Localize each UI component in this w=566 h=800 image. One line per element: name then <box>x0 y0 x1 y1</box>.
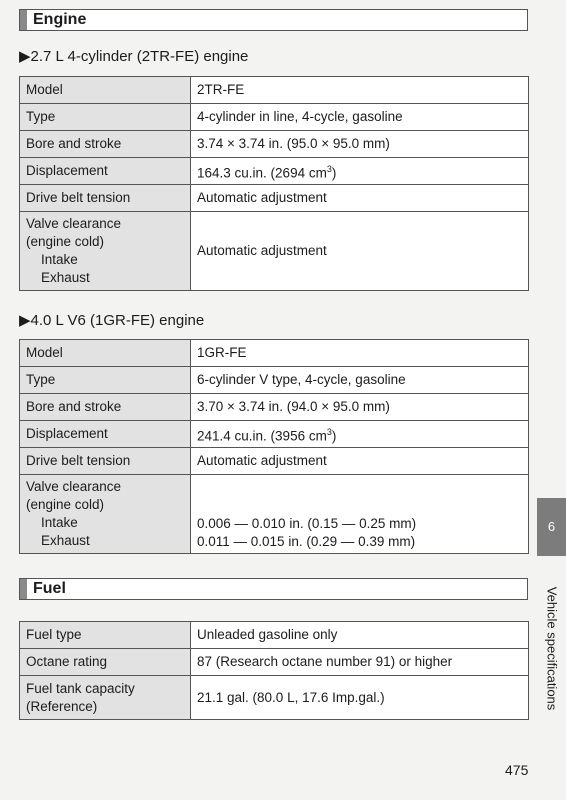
superscript: 3 <box>326 163 332 174</box>
row-value: 3.74 × 3.74 in. (95.0 × 95.0 mm) <box>191 131 529 158</box>
table-row <box>20 340 529 367</box>
exhaust-label: Exhaust <box>41 270 90 285</box>
row-label: Octane rating <box>20 649 191 676</box>
row-value: Automatic adjustment <box>191 185 529 212</box>
row-label: Type <box>20 104 191 131</box>
row-value: 2TR-FE <box>191 77 529 104</box>
fuel-tank-label <box>20 676 191 720</box>
row-label: Bore and stroke <box>20 394 191 421</box>
label-line: (Reference) <box>26 698 98 714</box>
valve-clearance-values <box>191 475 529 554</box>
row-label: Displacement <box>20 158 191 185</box>
row-label: Drive belt tension <box>20 185 191 212</box>
displacement-text: 241.4 cu.in. (3956 cm <box>197 428 327 444</box>
displacement-tail: ) <box>331 165 337 181</box>
row-value: Automatic adjustment <box>191 448 529 475</box>
valve-clearance-label <box>20 475 191 554</box>
row-label: Type <box>20 367 191 394</box>
row-label: Displacement <box>20 421 191 448</box>
row-value: 87 (Research octane number 91) or higher <box>191 649 529 676</box>
engine-2tr-heading: ▶2.7 L 4-cylinder (2TR-FE) engine <box>19 48 249 65</box>
row-value: 4-cylinder in line, 4-cycle, gasoline <box>191 104 529 131</box>
table-row <box>20 158 529 185</box>
section-title: Engine <box>33 11 87 28</box>
chapter-label: Vehicle specifications <box>544 586 559 711</box>
row-label: Model <box>20 77 191 104</box>
row-value: Automatic adjustment <box>191 212 529 291</box>
chapter-tab: 6 <box>537 498 566 556</box>
row-value: 3.70 × 3.74 in. (94.0 × 95.0 mm) <box>191 394 529 421</box>
engine-1gr-heading: ▶4.0 L V6 (1GR-FE) engine <box>19 312 205 329</box>
intake-label: Intake <box>41 515 78 530</box>
valve-clearance-label <box>20 212 191 291</box>
label-line: Valve clearance <box>26 479 122 494</box>
displacement-tail: ) <box>331 428 337 444</box>
table-row <box>20 104 529 131</box>
table-row <box>20 185 529 212</box>
table-row <box>20 367 529 394</box>
section-accent <box>20 579 27 599</box>
row-label: Model <box>20 340 191 367</box>
section-accent <box>20 10 27 30</box>
table-row <box>20 212 529 291</box>
intake-value: 0.006 — 0.010 in. (0.15 — 0.25 mm) <box>197 516 417 531</box>
table-row <box>20 421 529 448</box>
exhaust-value: 0.011 — 0.015 in. (0.29 — 0.39 mm) <box>197 534 416 549</box>
displacement-text: 164.3 cu.in. (2694 cm <box>197 165 327 181</box>
row-value: 6-cylinder V type, 4-cycle, gasoline <box>191 367 529 394</box>
table-row <box>20 676 529 720</box>
table-row <box>20 622 529 649</box>
row-value: Unleaded gasoline only <box>191 622 529 649</box>
fuel-table <box>19 621 529 720</box>
chapter-label-container <box>537 565 566 735</box>
intake-label: Intake <box>41 252 78 267</box>
superscript: 3 <box>326 426 332 437</box>
section-title: Fuel <box>33 580 66 597</box>
row-value <box>191 421 529 448</box>
page-number: 475 <box>505 762 529 778</box>
row-label: Fuel type <box>20 622 191 649</box>
table-row <box>20 77 529 104</box>
row-label: Bore and stroke <box>20 131 191 158</box>
engine-section-header <box>19 9 528 31</box>
label-line: Fuel tank capacity <box>26 680 135 696</box>
row-value: 1GR-FE <box>191 340 529 367</box>
label-line: (engine cold) <box>26 234 105 249</box>
table-row <box>20 448 529 475</box>
fuel-section-header <box>19 578 528 600</box>
engine-2tr-table <box>19 76 529 291</box>
label-line: (engine cold) <box>26 497 105 512</box>
row-label: Drive belt tension <box>20 448 191 475</box>
exhaust-label: Exhaust <box>41 533 90 548</box>
row-value: 21.1 gal. (80.0 L, 17.6 Imp.gal.) <box>191 676 529 720</box>
engine-1gr-table <box>19 339 529 554</box>
row-value <box>191 158 529 185</box>
table-row <box>20 131 529 158</box>
table-row <box>20 475 529 554</box>
table-row <box>20 649 529 676</box>
table-row <box>20 394 529 421</box>
label-line: Valve clearance <box>26 216 122 231</box>
